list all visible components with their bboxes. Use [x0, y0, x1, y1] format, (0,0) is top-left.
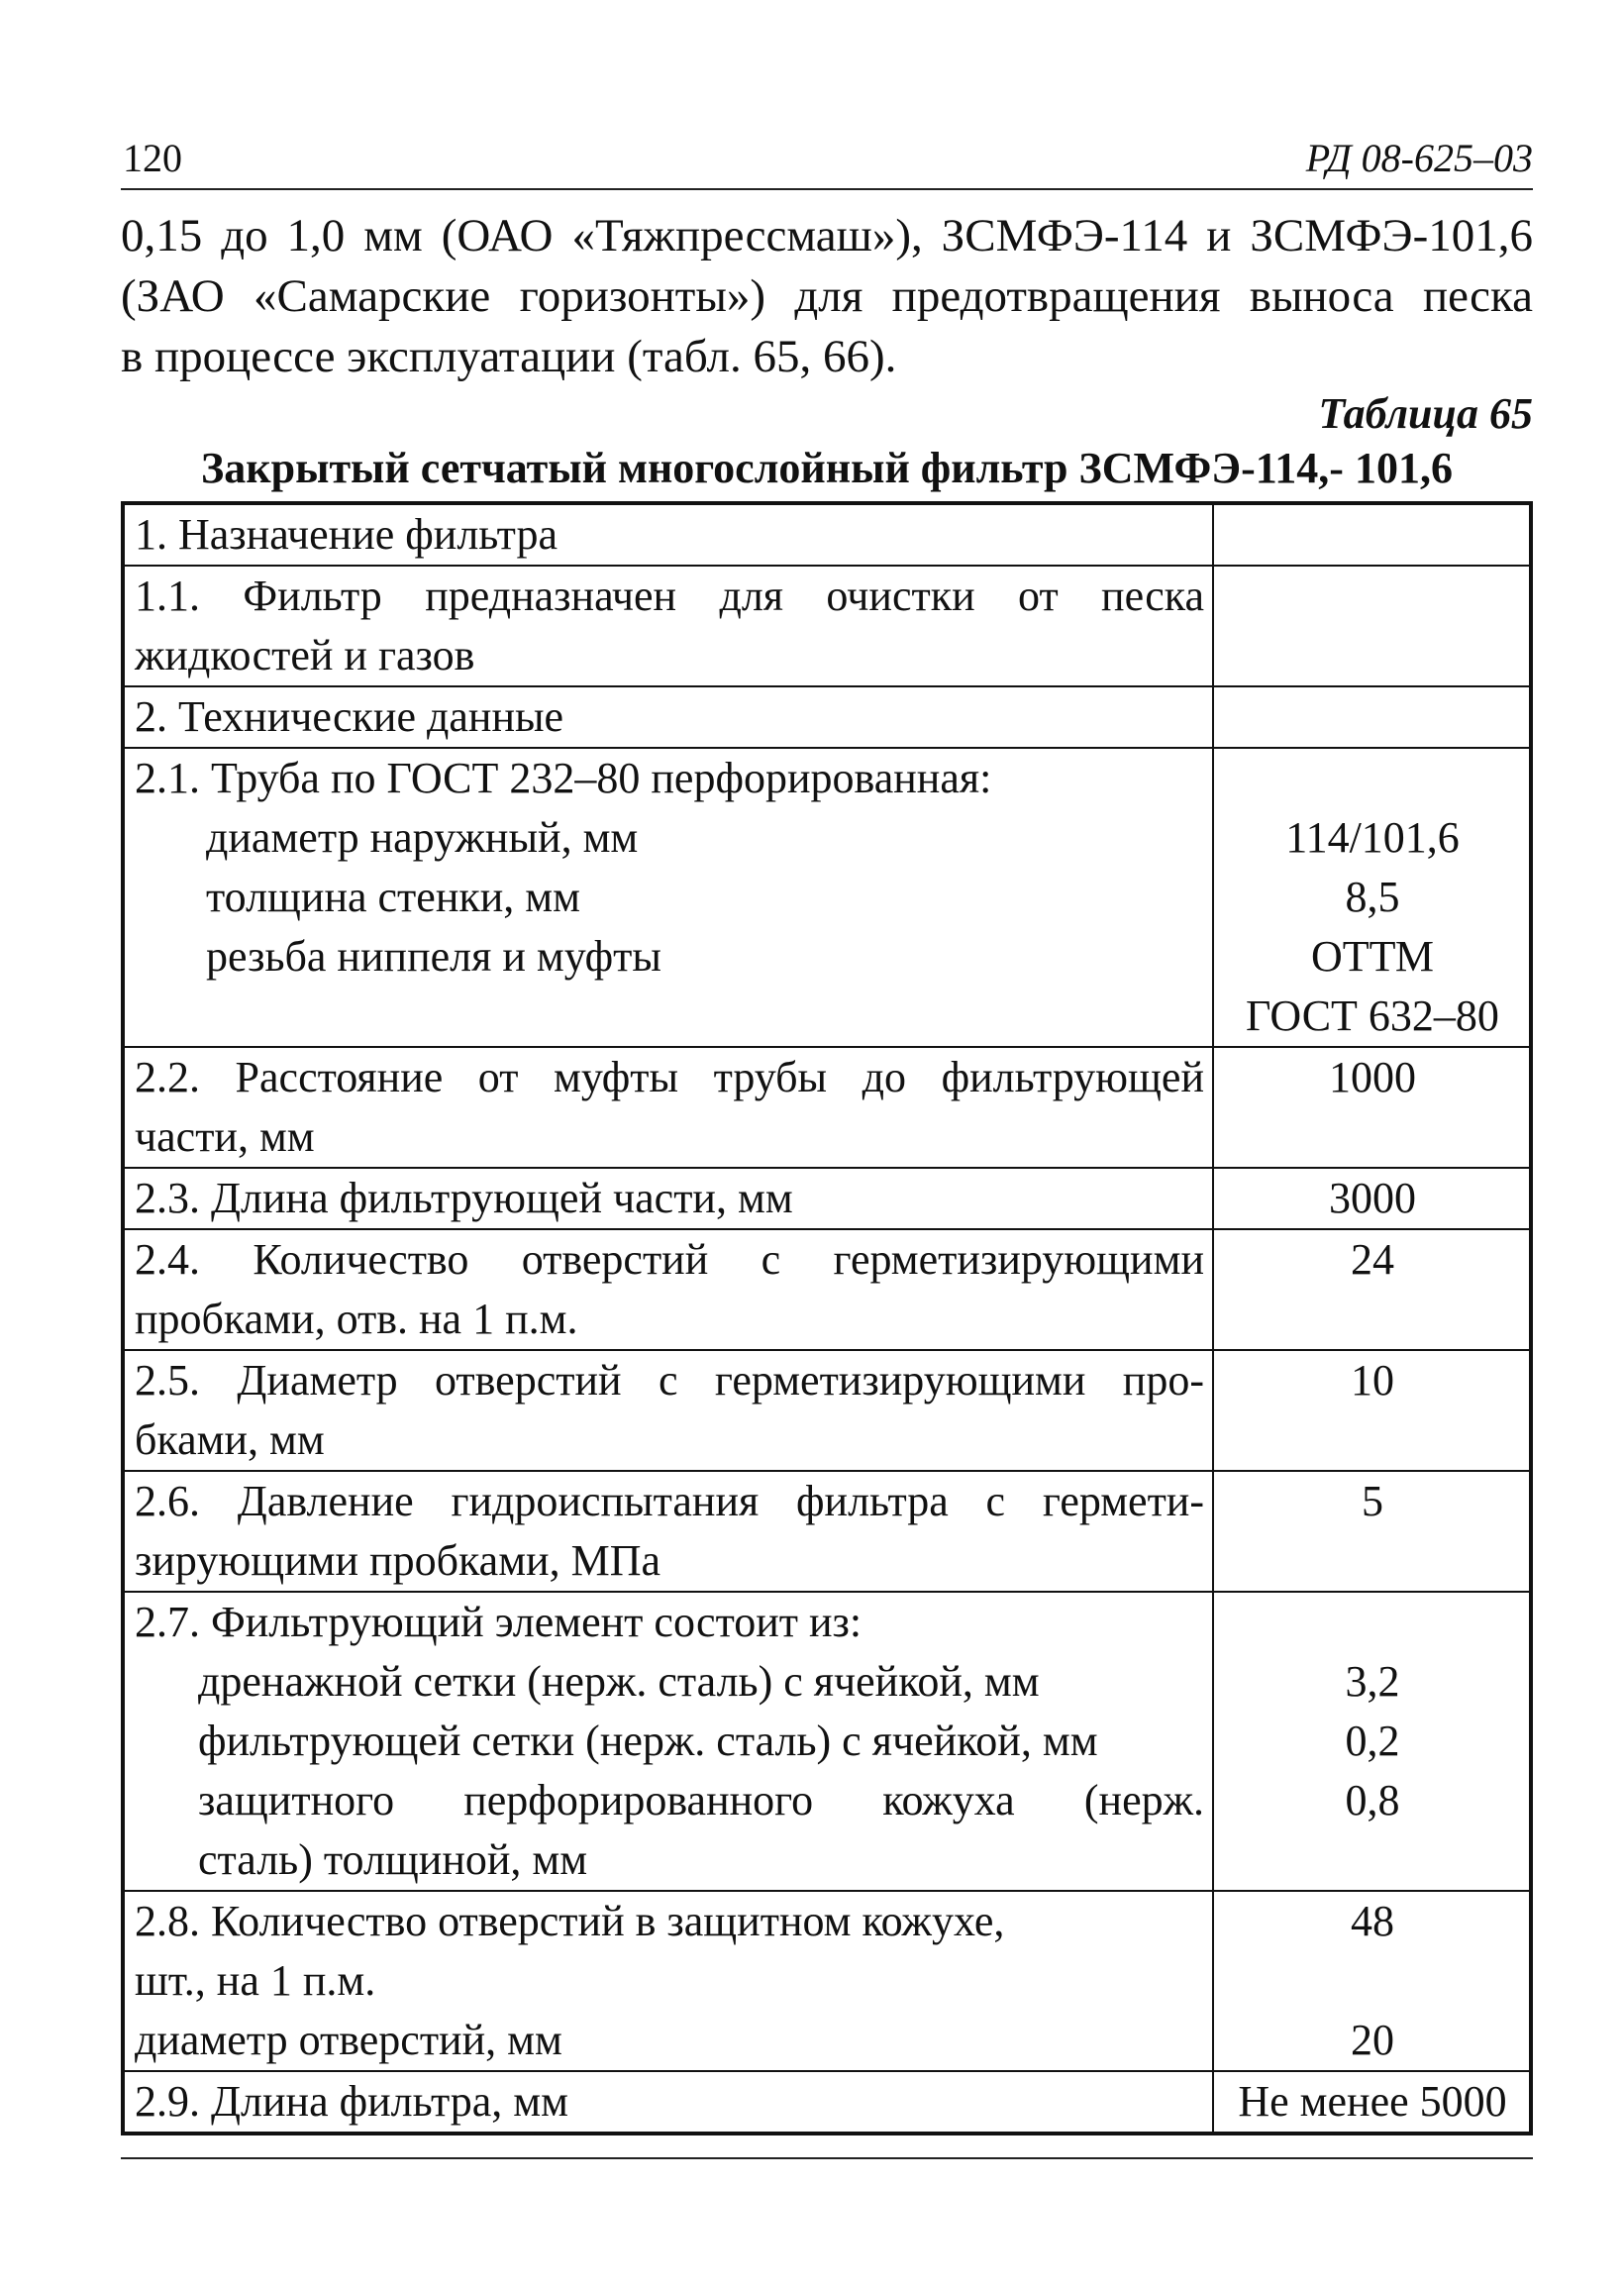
value-text: 114/101,6	[1285, 813, 1460, 862]
table-row	[123, 1471, 1531, 1592]
param-text: 2.3. Длина фильтрующей части, мм	[135, 1174, 793, 1222]
param-cell	[123, 1891, 1213, 2071]
value-cell	[1213, 1047, 1531, 1168]
value-text: ОТТМ	[1310, 932, 1435, 981]
value-cell	[1213, 2071, 1531, 2134]
value-cell	[1213, 748, 1531, 1047]
param-text: 2.2. Расстояние от муфты трубы до фильтрующей	[135, 1053, 1204, 1101]
table-row	[123, 686, 1531, 748]
param-cell	[123, 1350, 1213, 1471]
param-text: сталь) толщиной, мм	[198, 1835, 588, 1884]
param-text: зирующими пробками, МПа	[135, 1536, 661, 1585]
value-text: Не менее 5000	[1238, 2077, 1507, 2126]
param-text: толщина стенки, мм	[206, 873, 580, 921]
table-title: Закрытый сетчатый многослойный фильтр ЗСМФЭ-114,- 101,6	[201, 444, 1453, 492]
param-text: 1. Назначение фильтра	[135, 510, 558, 559]
value-text: 48	[1351, 1897, 1394, 1945]
intro-line: 0,15 до 1,0 мм (ОАО «Тяжпрессмаш»), ЗСМФЭ-114 и ЗСМФЭ-101,6	[121, 210, 1533, 261]
param-text: защитного перфорированного кожуха (нерж.	[198, 1776, 1204, 1824]
table-row	[123, 1168, 1531, 1229]
param-text: 2.4. Количество отверстий с герметизирующими	[135, 1235, 1204, 1284]
table-row	[123, 503, 1531, 566]
table-row	[123, 1592, 1531, 1891]
param-cell	[123, 1168, 1213, 1229]
intro-line: в процессе эксплуатации (табл. 65, 66).	[121, 331, 897, 382]
table-row	[123, 748, 1531, 1047]
param-text: диаметр отверстий, мм	[135, 2016, 562, 2064]
value-text: 20	[1351, 2016, 1394, 2064]
value-cell	[1213, 503, 1531, 566]
table-row	[123, 1047, 1531, 1168]
param-text: 2.7. Фильтрующий элемент состоит из:	[135, 1598, 863, 1646]
value-text: 0,2	[1345, 1717, 1400, 1765]
table-row	[123, 566, 1531, 686]
param-cell	[123, 1592, 1213, 1891]
table-row	[123, 1229, 1531, 1350]
param-cell	[123, 1047, 1213, 1168]
value-cell	[1213, 1168, 1531, 1229]
param-text: резьба ниппеля и муфты	[206, 932, 661, 981]
spec-table	[121, 501, 1533, 2135]
value-cell	[1213, 1350, 1531, 1471]
value-cell	[1213, 686, 1531, 748]
footer-rule	[121, 2157, 1533, 2159]
param-text: 2.1. Труба по ГОСТ 232–80 перфорированная:	[135, 754, 992, 802]
document-code: РД 08-625–03	[1305, 136, 1533, 180]
value-text: 10	[1351, 1356, 1394, 1405]
table-label: Таблица 65	[1318, 389, 1533, 438]
param-text: пробками, отв. на 1 п.м.	[135, 1295, 578, 1343]
value-text: 8,5	[1345, 873, 1400, 921]
param-cell	[123, 566, 1213, 686]
param-text: 1.1. Фильтр предназначен для очистки от песка	[135, 572, 1204, 620]
value-cell	[1213, 1229, 1531, 1350]
param-text: бками, мм	[135, 1415, 325, 1464]
value-text: 5	[1362, 1477, 1383, 1525]
param-cell	[123, 1471, 1213, 1592]
intro-line: (ЗАО «Самарские горизонты») для предотвращения выноса песка	[121, 270, 1533, 322]
param-cell	[123, 686, 1213, 748]
param-text: 2.6. Давление гидроиспытания фильтра с гермети-	[135, 1477, 1204, 1525]
table-row	[123, 2071, 1531, 2134]
value-text: 3,2	[1345, 1657, 1400, 1706]
param-text: дренажной сетки (нерж. сталь) с ячейкой, мм	[198, 1657, 1040, 1706]
param-cell	[123, 748, 1213, 1047]
param-text: 2. Технические данные	[135, 692, 564, 741]
param-cell	[123, 1229, 1213, 1350]
param-text: 2.9. Длина фильтра, мм	[135, 2077, 568, 2126]
table-row	[123, 1891, 1531, 2071]
param-text: 2.5. Диаметр отверстий с герметизирующими про-	[135, 1356, 1204, 1405]
param-text: части, мм	[135, 1112, 315, 1161]
param-text: шт., на 1 п.м.	[135, 1956, 376, 2005]
page-number: 120	[123, 136, 182, 180]
param-text: жидкостей и газов	[135, 631, 475, 679]
value-cell	[1213, 1471, 1531, 1592]
value-text: 3000	[1329, 1174, 1416, 1222]
table-row	[123, 1350, 1531, 1471]
value-cell	[1213, 1592, 1531, 1891]
intro-paragraph	[121, 206, 1533, 387]
value-cell	[1213, 566, 1531, 686]
value-text: 24	[1351, 1235, 1394, 1284]
param-text: 2.8. Количество отверстий в защитном кожухе,	[135, 1897, 1005, 1945]
param-cell	[123, 503, 1213, 566]
param-text: диаметр наружный, мм	[206, 813, 639, 862]
value-text: ГОСТ 632–80	[1246, 991, 1499, 1040]
param-text: фильтрующей сетки (нерж. сталь) с ячейкой, мм	[198, 1717, 1098, 1765]
param-cell	[123, 2071, 1213, 2134]
value-text: 1000	[1329, 1053, 1416, 1101]
page-header	[121, 131, 1533, 190]
value-text: 0,8	[1345, 1776, 1400, 1824]
value-cell	[1213, 1891, 1531, 2071]
